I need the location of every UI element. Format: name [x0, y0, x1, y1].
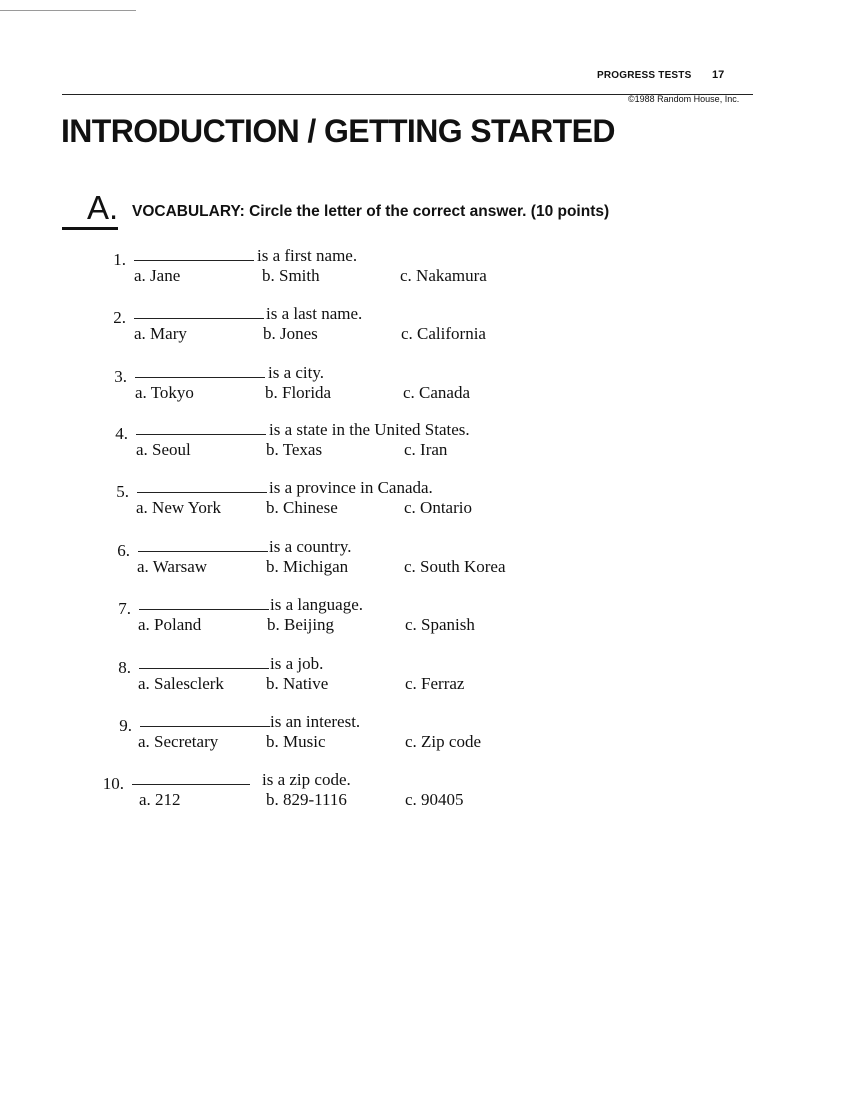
section-underline — [62, 227, 118, 230]
option-b[interactable]: b. Texas — [266, 440, 323, 459]
option-b[interactable]: b. Chinese — [266, 498, 338, 517]
answer-blank[interactable] — [140, 726, 270, 727]
question-number: 4. — [115, 424, 128, 443]
section-instruction: VOCABULARY: Circle the letter of the correct answer. (10 points) — [132, 203, 610, 220]
option-b[interactable]: b. Beijing — [267, 615, 335, 634]
option-a[interactable]: a. 212 — [139, 790, 181, 809]
option-a[interactable]: a. Mary — [134, 324, 187, 343]
question-number: 1. — [113, 250, 126, 269]
answer-blank[interactable] — [134, 318, 264, 319]
option-c[interactable]: c. Nakamura — [400, 266, 487, 285]
option-c[interactable]: c. South Korea — [404, 557, 506, 576]
option-b[interactable]: b. Florida — [265, 383, 332, 402]
option-c[interactable]: c. Canada — [403, 383, 471, 402]
question-stem: is a language. — [270, 595, 363, 614]
page-title: INTRODUCTION / GETTING STARTED — [61, 113, 615, 149]
question-number: 6. — [117, 541, 130, 560]
option-c[interactable]: c. Zip code — [405, 732, 481, 751]
option-b[interactable]: b. Smith — [262, 266, 320, 285]
answer-blank[interactable] — [137, 492, 267, 493]
answer-blank[interactable] — [136, 434, 266, 435]
page-number: 17 — [712, 69, 725, 81]
scan-edge-line — [0, 10, 136, 11]
option-c[interactable]: c. Spanish — [405, 615, 475, 634]
option-a[interactable]: a. Warsaw — [137, 557, 208, 576]
answer-blank[interactable] — [138, 551, 268, 552]
question-stem: is a first name. — [257, 246, 358, 265]
copyright-notice: ©1988 Random House, Inc. — [628, 94, 740, 104]
option-c[interactable]: c. Ontario — [404, 498, 472, 517]
answer-blank[interactable] — [139, 609, 269, 610]
question-stem: is a job. — [270, 654, 324, 673]
option-b[interactable]: b. Michigan — [266, 557, 349, 576]
running-head: PROGRESS TESTS — [597, 70, 692, 81]
option-a[interactable]: a. Jane — [134, 266, 181, 285]
option-a[interactable]: a. Salesclerk — [138, 674, 224, 693]
option-c[interactable]: c. Ferraz — [405, 674, 465, 693]
option-a[interactable]: a. Secretary — [138, 732, 219, 751]
question-number: 5. — [116, 482, 129, 501]
option-c[interactable]: c. 90405 — [405, 790, 464, 809]
question-stem: is a city. — [268, 363, 325, 382]
question-number: 10. — [102, 774, 124, 793]
question-stem: is an interest. — [270, 712, 361, 731]
question-number: 8. — [118, 658, 131, 677]
question-stem: is a country. — [269, 537, 352, 556]
option-b[interactable]: b. Native — [266, 674, 329, 693]
question-number: 7. — [118, 599, 131, 618]
question-stem: is a last name. — [266, 304, 363, 323]
section-letter: A. — [87, 189, 119, 226]
option-b[interactable]: b. 829-1116 — [266, 790, 347, 809]
answer-blank[interactable] — [132, 784, 250, 785]
question-number: 2. — [113, 308, 126, 327]
answer-blank[interactable] — [139, 668, 269, 669]
option-b[interactable]: b. Music — [266, 732, 326, 751]
question-number: 9. — [119, 716, 132, 735]
option-a[interactable]: a. Poland — [138, 615, 202, 634]
option-c[interactable]: c. Iran — [404, 440, 448, 459]
question-stem: is a zip code. — [262, 770, 351, 789]
option-a[interactable]: a. Seoul — [136, 440, 191, 459]
question-number: 3. — [114, 367, 127, 386]
option-a[interactable]: a. New York — [136, 498, 221, 517]
option-b[interactable]: b. Jones — [263, 324, 318, 343]
answer-blank[interactable] — [134, 260, 254, 261]
option-c[interactable]: c. California — [401, 324, 486, 343]
option-a[interactable]: a. Tokyo — [135, 383, 194, 402]
question-stem: is a province in Canada. — [269, 478, 433, 497]
question-stem: is a state in the United States. — [269, 420, 470, 439]
answer-blank[interactable] — [135, 377, 265, 378]
